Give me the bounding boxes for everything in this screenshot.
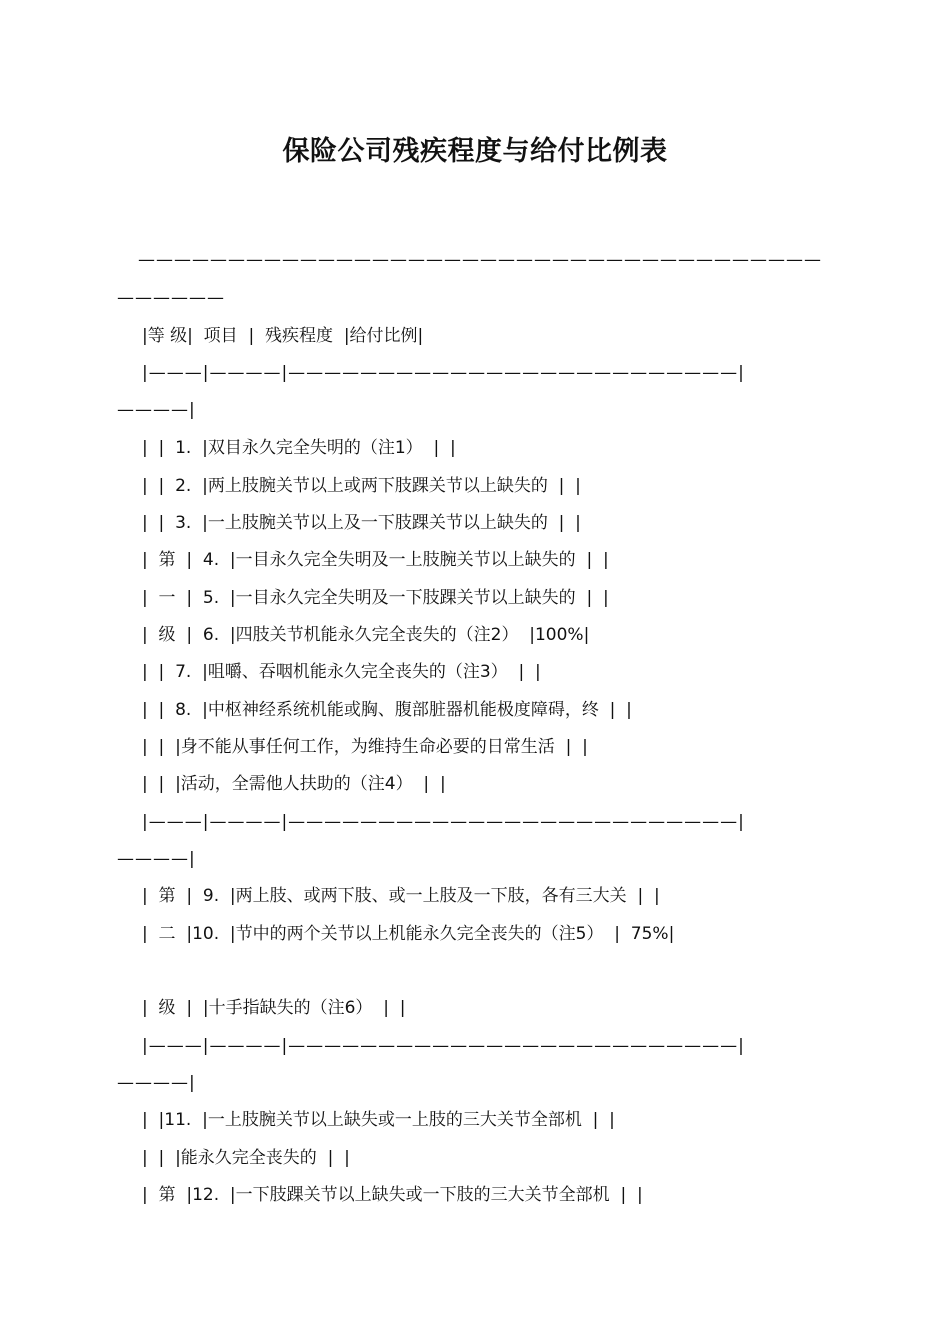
table-separator-wrap: ————|	[117, 400, 196, 420]
table-separator-wrap: ————|	[117, 849, 196, 869]
table-header-row: |等 级| 项目 | 残疾程度 |给付比例|	[142, 326, 424, 346]
table-separator-wrap: ————|	[117, 1073, 196, 1093]
table-row: | | 1. |双目永久完全失明的（注1） | |	[142, 438, 456, 458]
table-row: | 二 |10. |节中的两个关节以上机能永久完全丧失的（注5） | 75%|	[142, 924, 675, 944]
table-row: | |11. |一上肢腕关节以上缺失或一上肢的三大关节全部机 | |	[142, 1110, 615, 1130]
table-row: | | 3. |一上肢腕关节以上及一下肢踝关节以上缺失的 | |	[142, 513, 581, 533]
table-row: | 第 | 4. |一目永久完全失明及一上肢腕关节以上缺失的 | |	[142, 550, 609, 570]
table-row: | | |活动，全需他人扶助的（注4） | |	[142, 774, 446, 794]
table-row: | | 2. |两上肢腕关节以上或两下肢踝关节以上缺失的 | |	[142, 476, 581, 496]
table-row: | 第 | 9. |两上肢、或两下肢、或一上肢及一下肢，各有三大关 | |	[142, 886, 660, 906]
table-row: | | |能永久完全丧失的 | |	[142, 1148, 350, 1168]
table-top-rule-wrap: ——————	[117, 288, 225, 308]
table-row: | 级 | 6. |四肢关节机能永久完全丧失的（注2） |100%|	[142, 625, 590, 645]
table-separator: |———|————|—————————————————————————|	[142, 1036, 745, 1056]
table-separator: |———|————|—————————————————————————|	[142, 363, 745, 383]
table-row: | | 8. |中枢神经系统机能或胸、腹部脏器机能极度障碍，终 | |	[142, 700, 632, 720]
table-row: | 级 | |十手指缺失的（注6） | |	[142, 998, 406, 1018]
table-row: | 第 |12. |一下肢踝关节以上缺失或一下肢的三大关节全部机 | |	[142, 1185, 643, 1205]
page-title: 保险公司残疾程度与给付比例表	[282, 136, 668, 167]
table-row: | 一 | 5. |一目永久完全失明及一下肢踝关节以上缺失的 | |	[142, 588, 609, 608]
table-row: | | 7. |咀嚼、吞咽机能永久完全丧失的（注3） | |	[142, 662, 541, 682]
table-separator: |———|————|—————————————————————————|	[142, 812, 745, 832]
table-top-rule: ——————————————————————————————————————	[138, 250, 822, 270]
table-row: | | |身不能从事任何工作，为维持生命必要的日常生活 | |	[142, 737, 588, 757]
